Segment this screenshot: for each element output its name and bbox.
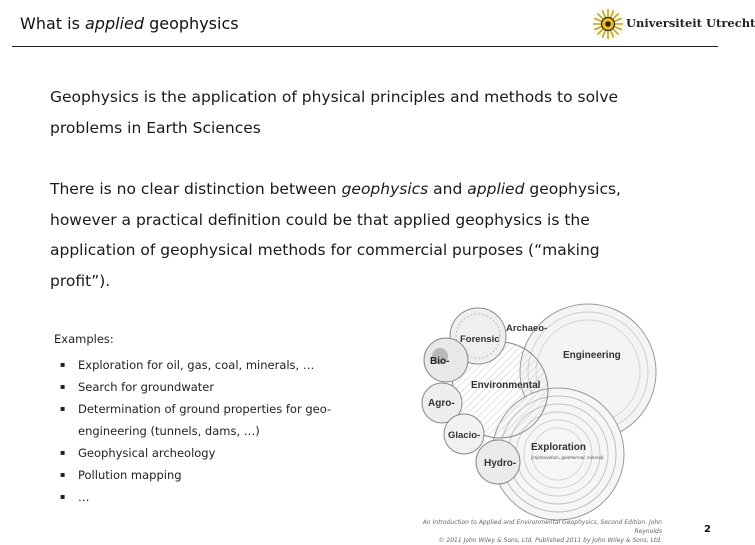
list-item: ▪ … (54, 486, 354, 508)
university-name: Universiteit Utrecht (626, 16, 755, 30)
label-hydro: Hydro- (484, 458, 517, 469)
intro-paragraph: Geophysics is the application of physical principles and methods to solve problems in Earth Sciences (50, 88, 619, 137)
title-start: What is (20, 14, 85, 33)
label-glacio: Glacio- (448, 430, 481, 441)
figure-caption (402, 518, 662, 545)
header-divider (12, 46, 718, 47)
label-exploration: Exploration (531, 442, 587, 453)
label-bio: Bio- (430, 356, 450, 367)
label-engineering: Engineering (563, 350, 621, 361)
label-agro: Agro- (428, 398, 455, 409)
title-end: geophysics (144, 14, 239, 33)
definition-part-3: geophysics, however a practical definition could be that applied geophysics is the application of geophysical methods for commercial purposes (“making profit”). (50, 180, 621, 290)
examples-label: Examples: (54, 332, 114, 346)
label-exploration-sub: (Hydrocarbon, geothermal, mineral) (531, 455, 604, 460)
list-item: ▪ Pollution mapping (54, 464, 354, 486)
sun-emblem-icon (593, 9, 623, 39)
definition-part-2: and (428, 180, 468, 198)
list-item: ▪ Search for groundwater (54, 376, 354, 398)
geophysics-disciplines-figure (400, 304, 700, 519)
caption-line-2: © 2011 John Wiley & Sons, Ltd. Published 2011 by John Wiley & Sons, Ltd. (438, 537, 662, 544)
definition-paragraph (50, 174, 650, 296)
title-emphasis: applied (85, 14, 145, 33)
definition-em-applied: applied (467, 180, 525, 198)
slide-title (20, 14, 239, 33)
caption-line-1: An Introduction to Applied and Environmental Geophysics, Second Edition. John Reynolds (422, 519, 662, 535)
label-archaeo: Archaeo- (506, 323, 548, 334)
examples-section (54, 332, 354, 508)
definition-part-1: There is no clear distinction between (50, 180, 342, 198)
list-item: ▪ Determination of ground properties for geo-engineering (tunnels, dams, …) (54, 398, 354, 442)
label-environmental: Environmental (471, 380, 541, 391)
page-number: 2 (704, 524, 711, 535)
list-item: ▪ Exploration for oil, gas, coal, minerals, … (54, 354, 354, 376)
label-forensic: Forensic (460, 334, 500, 345)
examples-list (54, 354, 354, 508)
list-item: ▪ Geophysical archeology (54, 442, 354, 464)
definition-em-geophysics: geophysics (341, 180, 429, 198)
